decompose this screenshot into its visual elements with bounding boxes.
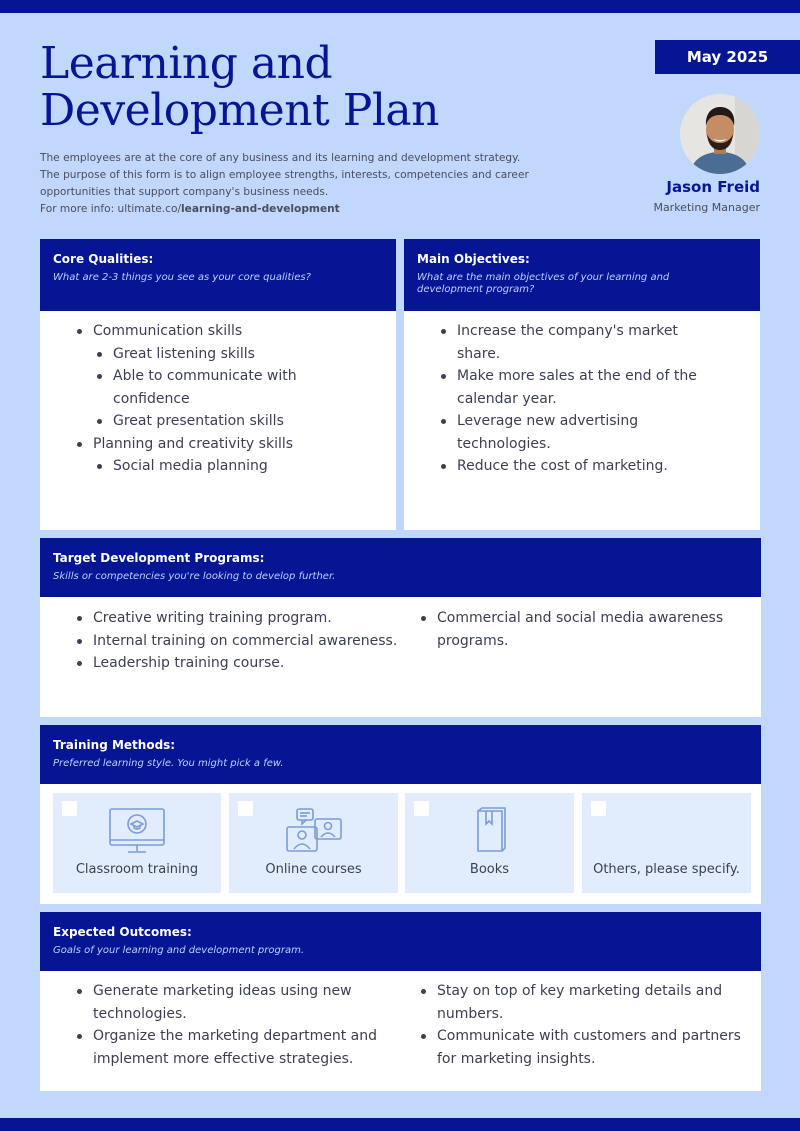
core-qualities-heading: Core Qualities: — [53, 252, 154, 266]
core-qualities-card — [40, 239, 396, 530]
training-option-online[interactable] — [229, 793, 398, 893]
training-methods-heading: Training Methods: — [53, 738, 176, 752]
info-link[interactable]: learning-and-development — [181, 203, 340, 215]
video-call-icon — [285, 807, 343, 855]
intro-line-3: opportunities that support company's business needs. — [40, 186, 329, 198]
list-item: Internal training on commercial awareness. — [73, 630, 403, 653]
monitor-graduation-icon — [108, 807, 166, 855]
main-objectives-heading: Main Objectives: — [417, 252, 530, 266]
training-option-label: Online courses — [265, 862, 362, 877]
core-qualities-subheading: What are 2-3 things you see as your core qualities? — [53, 272, 311, 283]
target-programs-heading: Target Development Programs: — [53, 551, 265, 565]
page-title-line-1: Learning and — [40, 38, 333, 89]
training-option-label: Others, please specify. — [593, 862, 740, 877]
main-objectives-card — [404, 239, 760, 530]
list-item: Make more sales at the end of the calendar year. — [437, 365, 720, 410]
target-programs-list-right — [417, 607, 737, 652]
person-name: Jason Freid — [666, 178, 760, 196]
list-item: Great listening skills — [93, 343, 376, 366]
target-programs-card — [40, 538, 761, 717]
expected-outcomes-list-left — [73, 980, 393, 1070]
avatar — [680, 94, 760, 174]
training-methods-card — [40, 725, 761, 904]
target-programs-header — [40, 538, 761, 597]
main-objectives-subheading — [417, 272, 747, 296]
checkbox-classroom[interactable] — [62, 801, 77, 816]
list-item: Increase the company's market share. — [437, 320, 720, 365]
person-role: Marketing Manager — [653, 201, 760, 214]
training-option-books[interactable] — [405, 793, 574, 893]
expected-outcomes-subheading: Goals of your learning and development program. — [53, 945, 305, 956]
checkbox-others[interactable] — [591, 801, 606, 816]
list-item: Leadership training course. — [73, 652, 403, 675]
list-item: Leverage new advertising technologies. — [437, 410, 720, 455]
expected-outcomes-card — [40, 912, 761, 1091]
top-accent-bar — [0, 0, 800, 13]
info-prefix: For more info: ultimate.co/ — [40, 203, 182, 215]
training-methods-subheading: Preferred learning style. You might pick a few. — [53, 758, 284, 769]
date-badge: May 2025 — [655, 40, 800, 74]
list-item: Great presentation skills — [93, 410, 376, 433]
main-objectives-header — [404, 239, 760, 311]
list-item: Organize the marketing department and implement more effective strategies. — [73, 1025, 393, 1070]
list-item: Communicate with customers and partners for marketing insights. — [417, 1025, 742, 1070]
training-methods-header — [40, 725, 761, 784]
list-item: Reduce the cost of marketing. — [437, 455, 720, 478]
training-option-label: Classroom training — [75, 862, 199, 877]
list-item: Planning and creativity skills — [73, 433, 376, 456]
expected-outcomes-heading: Expected Outcomes: — [53, 925, 192, 939]
training-option-classroom[interactable] — [53, 793, 221, 893]
list-item: Generate marketing ideas using new technologies. — [73, 980, 393, 1025]
main-objectives-list — [404, 311, 760, 478]
list-item: Able to communicate with confidence — [93, 365, 376, 410]
page-title-line-2: Development Plan — [40, 85, 439, 136]
main-objectives-subheading-line-2: development program? — [417, 284, 535, 295]
expected-outcomes-list-right — [417, 980, 742, 1070]
intro-line-2: The purpose of this form is to align employee strengths, interests, competencies and career — [40, 169, 529, 181]
checkbox-books[interactable] — [414, 801, 429, 816]
list-item: Communication skills — [73, 320, 376, 343]
list-item: Creative writing training program. — [73, 607, 403, 630]
list-item: Commercial and social media awareness programs. — [417, 607, 737, 652]
core-qualities-header — [40, 239, 396, 311]
list-item: Social media planning — [93, 455, 376, 478]
training-option-others[interactable] — [582, 793, 751, 893]
info-line — [40, 201, 560, 218]
target-programs-subheading: Skills or competencies you're looking to develop further. — [53, 571, 336, 582]
book-icon — [470, 807, 510, 855]
main-objectives-subheading-line-1: What are the main objectives of your learning and — [417, 272, 670, 283]
page-title — [40, 40, 560, 134]
list-item: Stay on top of key marketing details and numbers. — [417, 980, 742, 1025]
intro-text — [40, 150, 560, 218]
training-option-label: Books — [469, 862, 510, 877]
core-qualities-list — [40, 311, 396, 478]
target-programs-list-left — [73, 607, 403, 675]
bottom-accent-bar — [0, 1118, 800, 1131]
expected-outcomes-header — [40, 912, 761, 971]
checkbox-online[interactable] — [238, 801, 253, 816]
intro-line-1: The employees are at the core of any business and its learning and development strategy. — [40, 152, 521, 164]
